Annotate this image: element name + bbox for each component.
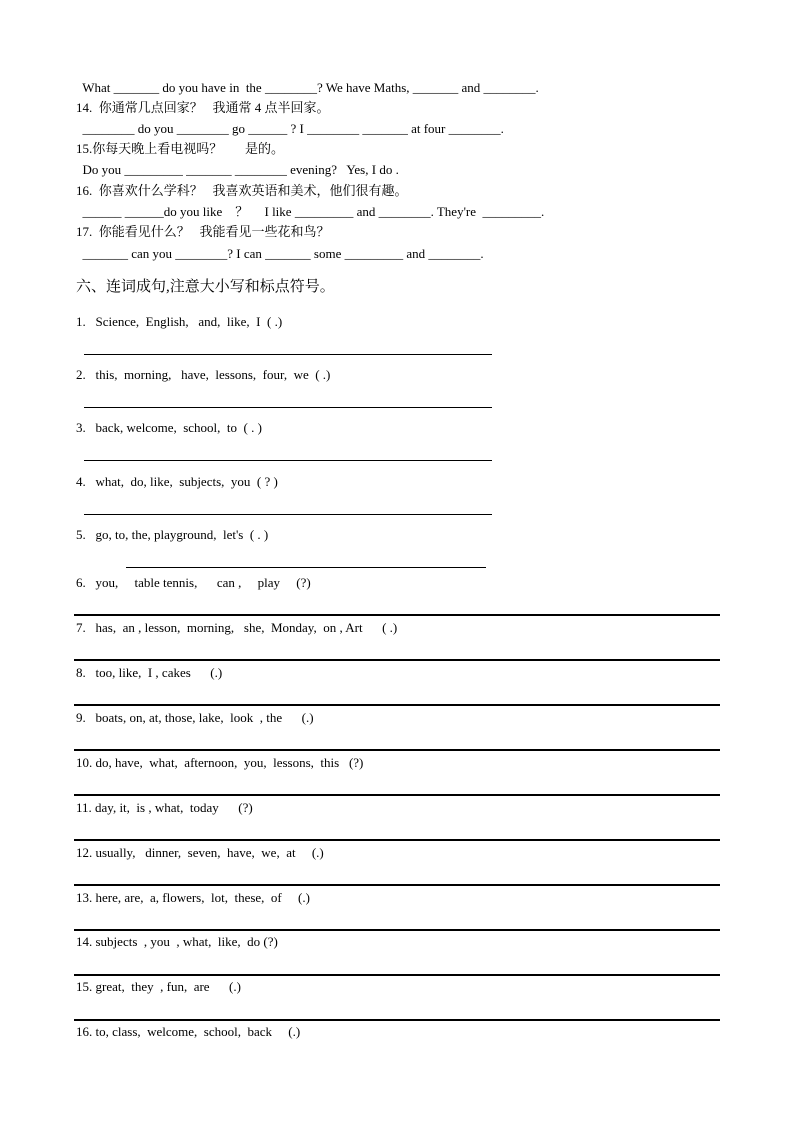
sentence-item-1: 1. Science, English, and, like, I ( .) (76, 314, 283, 329)
answer-line-15[interactable] (74, 1019, 720, 1021)
sentence-item-8: 8. too, like, I , cakes (.) (76, 665, 223, 680)
answer-line-6[interactable] (74, 614, 720, 616)
translation-line-14-chinese: 14. 你通常几点回家？ 我通常 4 点半回家。 (76, 100, 330, 115)
translation-line-16-english: ______ ______do you like ？ I like _________ and ________. They're _________. (76, 204, 545, 219)
sentence-item-14: 14. subjects , you , what, like, do (?) (76, 934, 278, 949)
sentence-item-2: 2. this, morning, have, lessons, four, we ( .) (76, 367, 331, 382)
answer-line-5[interactable] (126, 567, 486, 568)
sentence-item-7: 7. has, an , lesson, morning, she, Monday, on , Art ( .) (76, 620, 398, 635)
section-six-title: 六、连词成句,注意大小写和标点符号。 (76, 279, 335, 295)
answer-line-14[interactable] (74, 974, 720, 976)
sentence-item-11: 11. day, it, is , what, today (?) (76, 800, 253, 815)
answer-line-13[interactable] (74, 929, 720, 931)
answer-line-4[interactable] (84, 514, 492, 515)
answer-line-12[interactable] (74, 884, 720, 886)
sentence-item-4: 4. what, do, like, subjects, you ( ? ) (76, 474, 278, 489)
translation-line-15-chinese: 15.你每天晚上看电视吗？ 是的。 (76, 141, 285, 156)
sentence-item-12: 12. usually, dinner, seven, have, we, at (.) (76, 845, 324, 860)
answer-line-11[interactable] (74, 839, 720, 841)
sentence-item-6: 6. you, table tennis, can , play (?) (76, 575, 311, 590)
translation-line-14-english: ________ do you ________ go ______ ? I ________ _______ at four ________. (76, 121, 504, 136)
sentence-item-10: 10. do, have, what, afternoon, you, lessons, this (?) (76, 755, 364, 770)
answer-line-2[interactable] (84, 407, 492, 408)
answer-line-3[interactable] (84, 460, 492, 461)
answer-line-10[interactable] (74, 794, 720, 796)
translation-line-13-english: What _______ do you have in the ________? We have Maths, _______ and ________. (76, 80, 539, 95)
translation-line-15-english: Do you _________ _______ ________ evening? Yes, I do . (76, 162, 399, 177)
sentence-item-9: 9. boats, on, at, those, lake, look , the (.) (76, 710, 314, 725)
sentence-item-3: 3. back, welcome, school, to ( . ) (76, 420, 262, 435)
answer-line-9[interactable] (74, 749, 720, 751)
sentence-item-13: 13. here, are, a, flowers, lot, these, of (.) (76, 890, 310, 905)
answer-line-8[interactable] (74, 704, 720, 706)
sentence-item-15: 15. great, they , fun, are (.) (76, 979, 241, 994)
translation-line-17-chinese: 17. 你能看见什么？ 我能看见一些花和鸟？ (76, 224, 330, 239)
answer-line-1[interactable] (84, 354, 492, 355)
translation-line-16-chinese: 16. 你喜欢什么学科？ 我喜欢英语和美术，他们很有趣。 (76, 183, 408, 198)
answer-line-7[interactable] (74, 659, 720, 661)
translation-line-17-english: _______ can you ________? I can _______ some _________ and ________. (76, 246, 484, 261)
sentence-item-5: 5. go, to, the, playground, let's ( . ) (76, 527, 269, 542)
sentence-item-16: 16. to, class, welcome, school, back (.) (76, 1024, 301, 1039)
